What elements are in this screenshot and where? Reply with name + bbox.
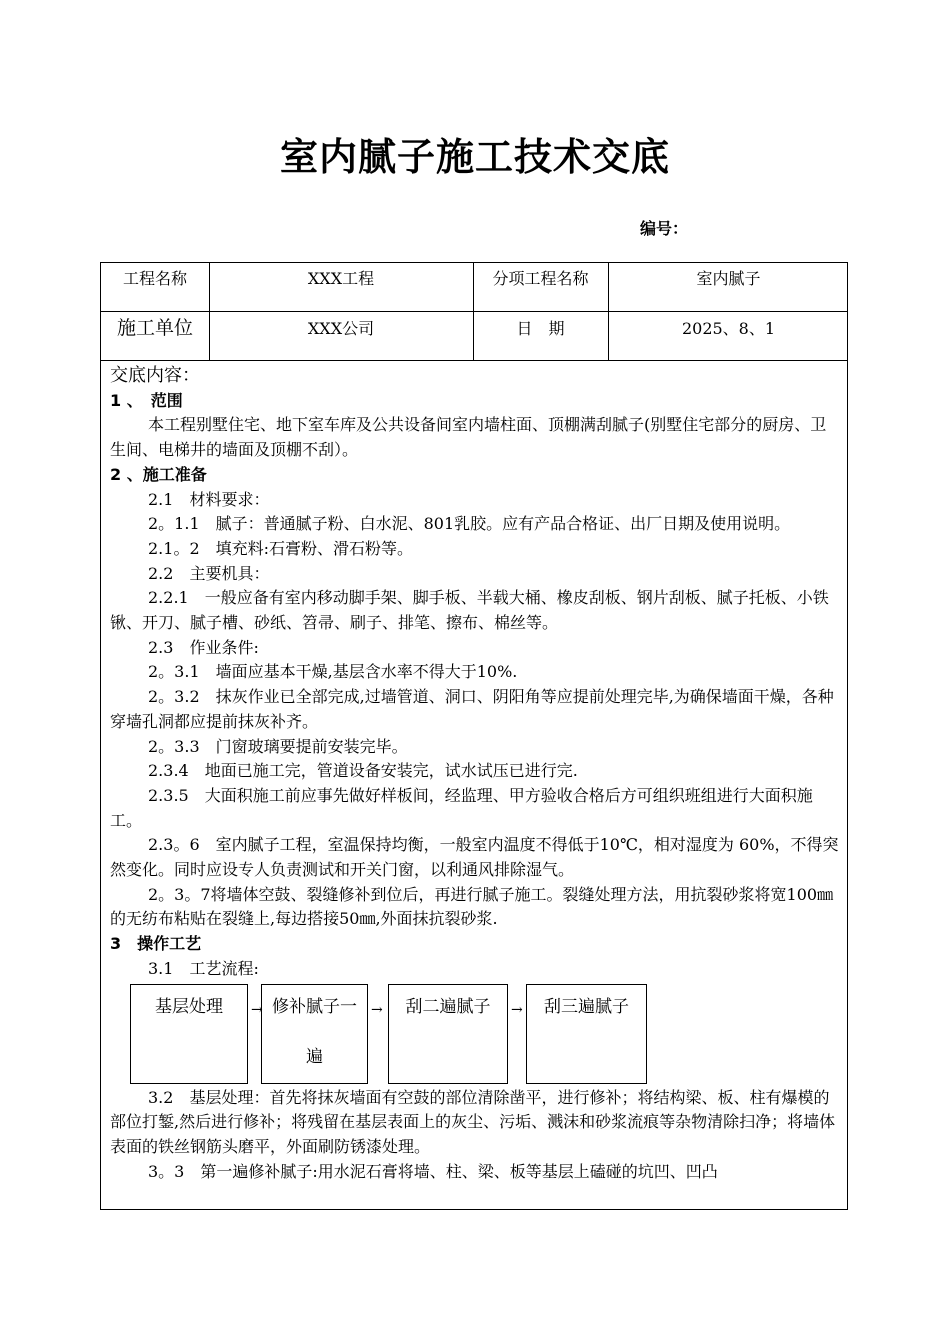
section-heading: 3 操作工艺 (110, 934, 202, 954)
paragraph: 2。3。7将墙体空鼓、裂缝修补到位后，再进行腻子施工。裂缝处理方法，用抗裂砂浆将宽100㎜的无纺布粘贴在裂缝上,每边搭接50㎜,外面抹抗裂砂浆. (110, 884, 834, 929)
construction-unit-value: XXX公司 (307, 319, 375, 338)
flow-step-label: 刮二遍腻子 (405, 996, 491, 1017)
paragraph: 2.3。6 室内腻子工程，室温保持均衡，一般室内温度不得低于10℃，相对湿度为 60%，不得突然变化。同时应设专人负责测试和开关门窗，以利通风排除湿气。 (110, 835, 839, 880)
section-heading: 2 、施工准备 (110, 464, 207, 484)
paragraph: 3.1 工艺流程: (148, 958, 259, 978)
construction-unit-label: 施工单位 (116, 317, 193, 339)
flow-step-label: 修补腻子一 (272, 996, 357, 1017)
paragraph: 2。3.3 门窗玻璃要提前安装完毕。 (148, 736, 408, 756)
flow-step-label: 基层处理 (155, 996, 223, 1017)
document-title: 室内腻子施工技术交底 (279, 135, 670, 179)
flow-step-label-wrap: 遍 (306, 1046, 323, 1067)
disclosure-table (100, 262, 848, 1210)
paragraph: 2.3 作业条件: (148, 637, 259, 657)
paragraph: 2.2 主要机具： (148, 563, 270, 583)
sub-project-label: 分项工程名称 (492, 269, 589, 288)
paragraph: 2。3.2 抹灰作业已全部完成,过墙管道、洞口、阴阳角等应提前处理完毕,为确保墙面干燥，各种穿墙孔洞都应提前抹灰补齐。 (110, 687, 834, 731)
section-heading: 1 、 范围 (110, 390, 183, 410)
paragraph: 本工程别墅住宅、地下室车库及公共设备间室内墙柱面、顶棚满刮腻子(别墅住宅部分的厨房、卫生间、电梯井的墙面及顶棚不刮）。 (110, 415, 827, 460)
paragraph: 2.1 材料要求： (148, 489, 270, 509)
flow-arrow: → (511, 1001, 523, 1018)
paragraph: 3.2 基层处理：首先将抹灰墙面有空鼓的部位清除凿平，进行修补；将结构梁、板、柱有爆模的部位打錾,然后进行修补；将残留在基层表面上的灰尘、污垢、溅沫和砂浆流痕等杂物清除扫净；将墙体表面的铁丝钢筋头磨平，外面刷防锈漆处理。 (110, 1087, 836, 1156)
flow-arrow: → (371, 1001, 383, 1018)
flow-step-first-putty (261, 984, 368, 1084)
date-label: 日 期 (516, 319, 565, 338)
row-divider (101, 311, 847, 312)
date-value: 2025、8、1 (681, 319, 776, 338)
paragraph: 2。1.1 腻子：普通腻子粉、白水泥、801乳胶。应有产品合格证、出厂日期及使用说明。 (148, 514, 791, 534)
flow-step-third-putty (526, 984, 647, 1084)
sub-project-value: 室内腻子 (696, 269, 761, 288)
paragraph: 2.2.1 一般应备有室内移动脚手架、脚手板、半载大桶、橡皮刮板、钢片刮板、腻子托板、小铁锹、开刀、腻子槽、砂纸、笤帚、刷子、排笔、擦布、棉丝等。 (110, 588, 829, 633)
document-number-label: 编号： (640, 219, 689, 238)
flow-step-label: 刮三遍腻子 (544, 996, 629, 1017)
paragraph: 3。3 第一遍修补腻子:用水泥石膏将墙、柱、梁、板等基层上磕碰的坑凹、凹凸 (148, 1161, 718, 1181)
paragraph: 2。3.1 墙面应基本干燥,基层含水率不得大于10%. (148, 662, 518, 682)
project-name-label: 工程名称 (122, 269, 187, 288)
flow-arrow: → (251, 1001, 263, 1018)
disclosure-content (110, 364, 840, 1184)
project-name-value: XXX工程 (307, 269, 375, 288)
paragraph: 2.3.5 大面积施工前应事先做好样板间，经监理、甲方验收合格后方可组织班组进行大面积施工。 (110, 785, 813, 830)
paragraph: 2.3.4 地面已施工完，管道设备安装完，试水试压已进行完. (148, 761, 578, 781)
content-label: 交底内容： (110, 365, 200, 386)
process-flow-diagram (110, 984, 840, 1086)
flow-step-second-putty (388, 984, 508, 1084)
row-divider (101, 360, 847, 361)
paragraph: 2.1。2 填充料:石膏粉、滑石粉等。 (148, 538, 414, 558)
flow-step-base-treatment (130, 984, 248, 1084)
